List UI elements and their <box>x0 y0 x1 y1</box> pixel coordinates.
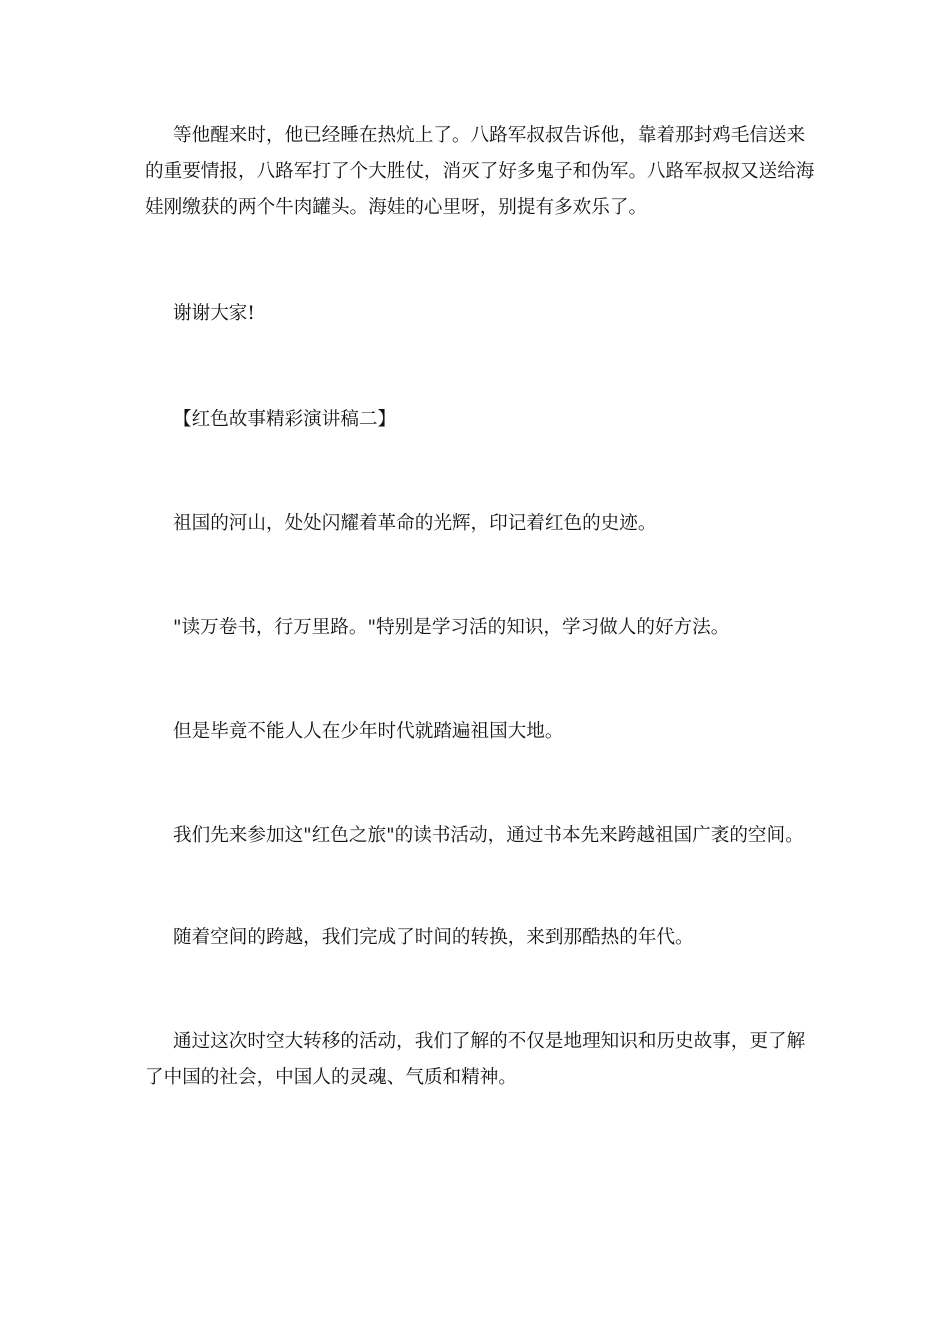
paragraph-red-journey: 我们先来参加这"红色之旅"的读书活动，通过书本先来跨越祖国广袤的空间。 <box>173 825 804 846</box>
paragraph-time-shift: 随着空间的跨越，我们完成了时间的转换，来到那酷热的年代。 <box>173 927 694 948</box>
paragraph-reading: "读万卷书，行万里路。"特别是学习活的知识，学习做人的好方法。 <box>173 617 730 638</box>
paragraph-thanks: 谢谢大家! <box>173 303 255 324</box>
paragraph-story-ending: 等他醒来时，他已经睡在热炕上了。八路军叔叔告诉他，靠着那封鸡毛信送来的重要情报，八路军打了个大胜仗，消灭了好多鬼子和伪军。八路军叔叔又送给海娃刚缴获的两个牛肉罐头。海娃的心里呀，别提有多欢乐了。 <box>145 125 815 218</box>
section-heading: 【红色故事精彩演讲稿二】 <box>173 409 397 430</box>
paragraph-motherland: 祖国的河山，处处闪耀着革命的光辉，印记着红色的史迹。 <box>173 513 657 534</box>
paragraph-conclusion: 通过这次时空大转移的活动，我们了解的不仅是地理知识和历史故事，更了解了中国的社会，中国人的灵魂、气质和精神。 <box>145 1031 806 1088</box>
paragraph-youth: 但是毕竟不能人人在少年时代就踏遍祖国大地。 <box>173 721 564 742</box>
